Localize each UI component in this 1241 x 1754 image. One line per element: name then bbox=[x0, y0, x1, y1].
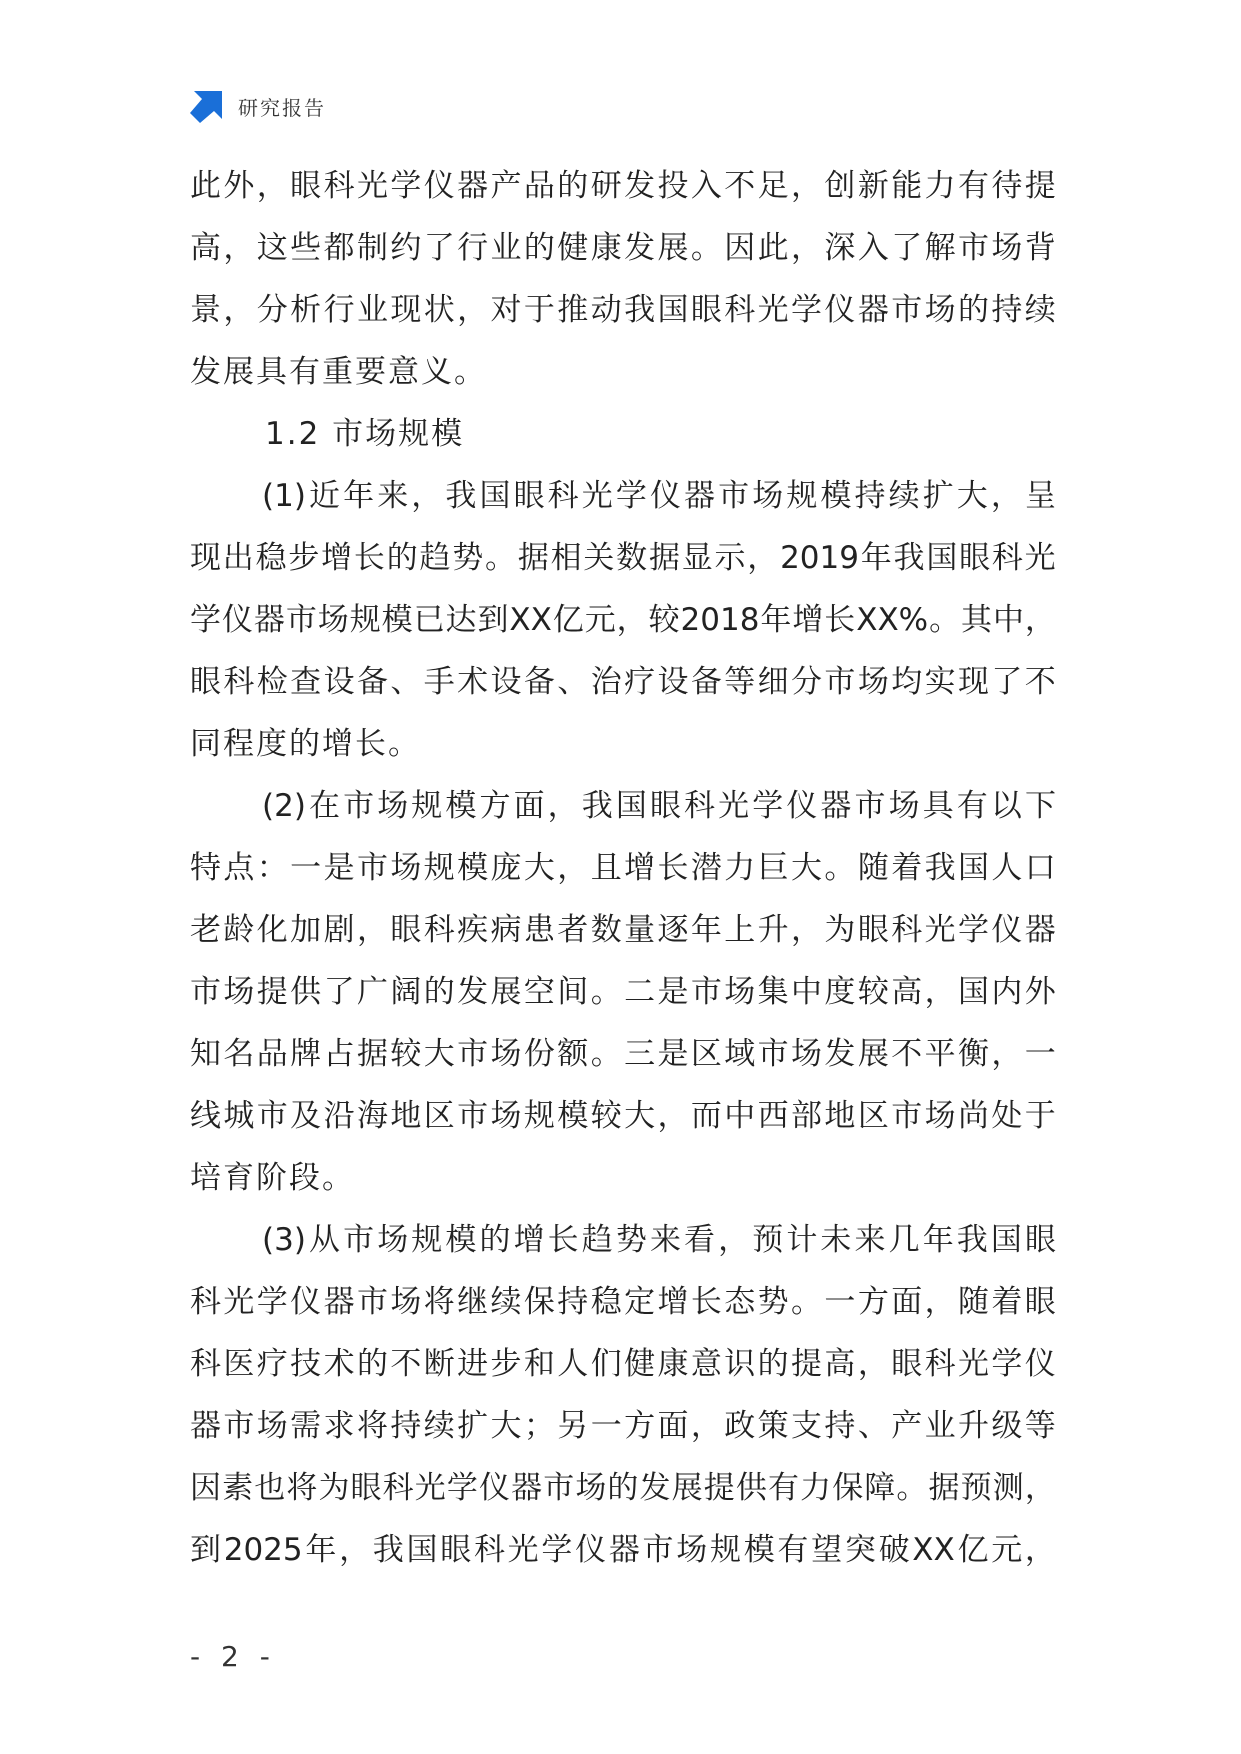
text-line: 老 龄 化 加 剧 ， 眼 科 疾 病 患 者 数 量 逐 年 上 升 ， 为 眼 科 光 学 仪 器 bbox=[190, 912, 1056, 948]
document-body bbox=[190, 155, 1056, 1581]
text-line: 景 ， 分 析 行 业 现 状 ， 对 于 推 动 我 国 眼 科 光 学 仪 器 市 场 的 持 续 bbox=[190, 292, 1056, 328]
section-heading: 1.2 市场规模 bbox=[265, 416, 465, 452]
text-line: (3) 从 市 场 规 模 的 增 长 趋 势 来 看 ， 预 计 未 来 几 年 我 国 眼 bbox=[262, 1222, 1056, 1258]
text-line: 知 名 品 牌 占 据 较 大 市 场 份 额 。 三 是 区 域 市 场 发 展 不 平 衡 ， 一 bbox=[190, 1036, 1056, 1072]
text-line: 眼 科 检 查 设 备 、 手 术 设 备 、 治 疗 设 备 等 细 分 市 场 均 实 现 了 不 bbox=[190, 664, 1056, 700]
page-number: - 2 - bbox=[190, 1640, 276, 1673]
text-line: (2) 在 市 场 规 模 方 面 ， 我 国 眼 科 光 学 仪 器 市 场 具 有 以 下 bbox=[262, 788, 1056, 824]
report-header bbox=[190, 88, 326, 124]
text-line: 发展具有重要意义。 bbox=[190, 354, 487, 390]
text-line: 线 城 市 及 沿 海 地 区 市 场 规 模 较 大 ， 而 中 西 部 地 区 市 场 尚 处 于 bbox=[190, 1098, 1056, 1134]
text-line: 培育阶段。 bbox=[190, 1160, 355, 1196]
text-line: 科 医 疗 技 术 的 不 断 进 步 和 人 们 健 康 意 识 的 提 高 ， 眼 科 光 学 仪 bbox=[190, 1346, 1056, 1382]
text-line: 器 市 场 需 求 将 持 续 扩 大 ； 另 一 方 面 ， 政 策 支 持 、 产 业 升 级 等 bbox=[190, 1408, 1056, 1444]
text-line: 市 场 提 供 了 广 阔 的 发 展 空 间 。 二 是 市 场 集 中 度 较 高 ， 国 内 外 bbox=[190, 974, 1056, 1010]
text-line: 高 ， 这 些 都 制 约 了 行 业 的 健 康 发 展 。 因 此 ， 深 入 了 解 市 场 背 bbox=[190, 230, 1056, 266]
text-line: 此 外 ， 眼 科 光 学 仪 器 产 品 的 研 发 投 入 不 足 ， 创 新 能 力 有 待 提 bbox=[190, 168, 1056, 204]
text-line: 同程度的增长。 bbox=[190, 726, 421, 762]
text-line: 因 素 也 将 为 眼 科 光 学 仪 器 市 场 的 发 展 提 供 有 力 保 障 。 据 预 测 ， bbox=[190, 1470, 1056, 1506]
text-line: 现 出 稳 步 增 长 的 趋 势 。 据 相 关 数 据 显 示 ， 2019 年 我 国 眼 科 光 bbox=[190, 540, 1056, 576]
text-line: 学 仪 器 市 场 规 模 已 达 到 XX 亿 元 ， 较 2018 年 增 长 XX% 。 其 中 ， bbox=[190, 602, 1056, 638]
text-line: 到 2025 年 ， 我 国 眼 科 光 学 仪 器 市 场 规 模 有 望 突 破 XX 亿 元 ， bbox=[190, 1532, 1056, 1568]
text-line: (1) 近 年 来 ， 我 国 眼 科 光 学 仪 器 市 场 规 模 持 续 扩 大 ， 呈 bbox=[262, 478, 1056, 514]
header-title: 研究报告 bbox=[238, 95, 326, 120]
text-line: 科 光 学 仪 器 市 场 将 继 续 保 持 稳 定 增 长 态 势 。 一 方 面 ， 随 着 眼 bbox=[190, 1284, 1056, 1320]
arrow-up-right-icon bbox=[190, 89, 224, 123]
text-line: 特 点 ： 一 是 市 场 规 模 庞 大 ， 且 增 长 潜 力 巨 大 。 随 着 我 国 人 口 bbox=[190, 850, 1056, 886]
